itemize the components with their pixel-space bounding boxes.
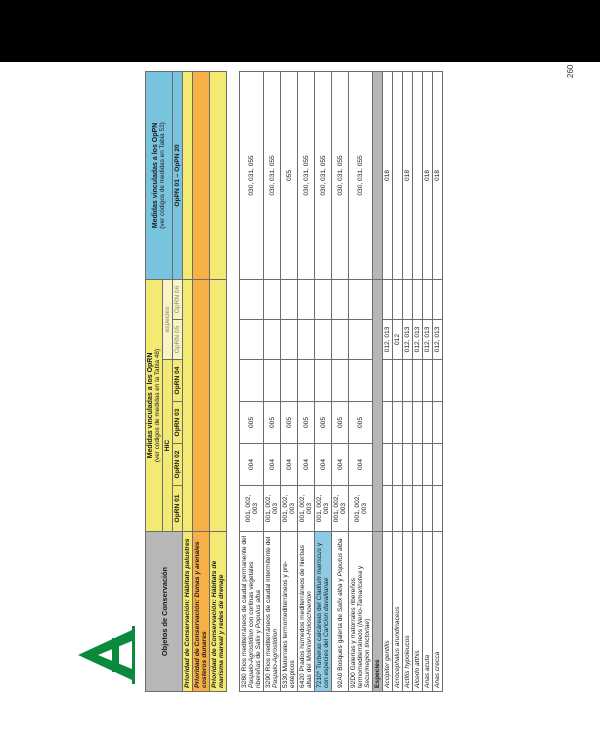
oppn-cell (393, 71, 403, 279)
oprn-01-cell: 001, 002, 003 (315, 486, 332, 532)
oprn-05-cell (281, 320, 298, 360)
oprn-05-cell (349, 320, 373, 360)
oprn-06-cell (281, 279, 298, 319)
oppn-cell: 018 (383, 71, 393, 279)
oprn-05-cell: 012, 013 (433, 320, 443, 360)
oprn-02-cell: 004 (240, 444, 264, 486)
junta-andalucia-logo-icon (74, 624, 136, 686)
oprn-05-cell: 012 (393, 320, 403, 360)
oprn-04-cell (264, 360, 281, 402)
oprn-03-cell: 005 (315, 402, 332, 444)
oprn-05-cell: 012, 013 (383, 320, 393, 360)
oprn-04-cell (240, 360, 264, 402)
habitat-name: 3280 Ríos mediterráneos de caudal permanente del Paspalo-Agrostidion con cortinas vegetales ribereñas de Salix y Populus alba (240, 532, 264, 692)
oprn-03-cell: 005 (349, 402, 373, 444)
header-oprn-04: OpRN 04 (173, 360, 183, 402)
species-row (433, 71, 443, 691)
habitat-row (349, 71, 373, 691)
species-row (413, 71, 423, 691)
oprn-03-cell: 005 (281, 402, 298, 444)
oprn-02-cell: 004 (264, 444, 281, 486)
header-oprn-05: OpRN 05 (173, 320, 183, 360)
habitat-name: 6420 Prados húmedos mediterráneos de hierbas altas del Molinion-Holoschoenion (298, 532, 315, 692)
oprn-01-cell: 001, 002, 003 (240, 486, 264, 532)
oprn-06-cell (315, 279, 332, 319)
header-oprn-01: OpRN 01 (173, 486, 183, 532)
oprn-06-cell (240, 279, 264, 319)
oprn-06-cell (332, 279, 349, 319)
oppn-cell: 030, 031, 055 (349, 71, 373, 279)
oprn-04-cell (298, 360, 315, 402)
oprn-05-cell: 012, 013 (413, 320, 423, 360)
oprn-04-cell (332, 360, 349, 402)
header-hic: HIC (163, 360, 173, 532)
habitat-name: 7210* Turberas calcáreas del Cladium mariscus y con especies del Caricion davallianae (315, 532, 332, 692)
oppn-cell: 018 (433, 71, 443, 279)
header-oprn-02: OpRN 02 (173, 444, 183, 486)
oprn-05-cell: 012, 013 (423, 320, 433, 360)
oppn-cell: 030, 031, 055 (264, 71, 281, 279)
oprn-01-cell: 001, 002, 003 (349, 486, 373, 532)
header-objetos: Objetos de Conservación (146, 532, 183, 692)
habitat-row (332, 71, 349, 691)
oprn-02-cell: 004 (298, 444, 315, 486)
priority-row (193, 71, 210, 691)
species-row (393, 71, 403, 691)
oppn-cell: 018 (403, 71, 413, 279)
oppn-cell: 030, 031, 055 (298, 71, 315, 279)
oprn-03-cell: 005 (298, 402, 315, 444)
species-name: Acrocephalus arundinaceus (393, 532, 403, 692)
oprn-01-cell: 001, 002, 003 (281, 486, 298, 532)
header-oppn: Medidas vinculadas a los OpPN (ver códigos de medidas en Tabla 53) (146, 71, 173, 279)
priority-cell: Prioridad de Conservación: Dunas y arenales costeros dunares (193, 532, 210, 692)
species-row (423, 71, 433, 691)
header-oppn-range: OpPN 01 – OpPN 20 (173, 71, 183, 279)
header-oprn-03: OpRN 03 (173, 402, 183, 444)
oprn-05-cell (298, 320, 315, 360)
oprn-06-cell (349, 279, 373, 319)
oprn-02-cell: 004 (349, 444, 373, 486)
oprn-04-cell (349, 360, 373, 402)
habitat-row (281, 71, 298, 691)
oprn-03-cell: 005 (240, 402, 264, 444)
habitat-row (315, 71, 332, 691)
species-name: Anas crecca (433, 532, 443, 692)
oprn-05-cell (315, 320, 332, 360)
oppn-cell: 055 (281, 71, 298, 279)
oprn-03-cell: 005 (332, 402, 349, 444)
habitat-row (298, 71, 315, 691)
oprn-05-cell (332, 320, 349, 360)
oprn-05-cell (264, 320, 281, 360)
rotated-table-container (145, 72, 465, 692)
priority-cell: Prioridad de Conservación: Hábitats de marisma mareal y redes de drenaje (210, 532, 227, 692)
species-row (383, 71, 393, 691)
oprn-01-cell: 001, 002, 003 (264, 486, 281, 532)
oprn-01-cell: 001, 002, 003 (332, 486, 349, 532)
oprn-04-cell (315, 360, 332, 402)
oprn-02-cell: 004 (332, 444, 349, 486)
habitat-name: 5330 Matorrales termomediterráneos y pre-estépicos (281, 532, 298, 692)
species-row (403, 71, 413, 691)
species-name: Anas acuta (423, 532, 433, 692)
top-black-bar (0, 0, 600, 62)
species-name: Actitis hypoleucos (403, 532, 413, 692)
especies-label: Especies (373, 532, 383, 692)
habitat-name: 3290 Ríos mediterráneos de caudal intermitente del Paspalo-Agrostidion (264, 532, 281, 692)
conservation-measures-table (145, 71, 443, 692)
oprn-02-cell: 004 (281, 444, 298, 486)
header-oprn-06: OpRN 06 (173, 279, 183, 319)
oppn-cell: 030, 031, 055 (315, 71, 332, 279)
oppn-cell: 030, 031, 055 (240, 71, 264, 279)
oppn-cell (413, 71, 423, 279)
oprn-01-cell: 001, 002, 003 (298, 486, 315, 532)
oprn-06-cell (264, 279, 281, 319)
header-especies: especies (163, 279, 173, 359)
priority-row (183, 71, 193, 691)
oprn-05-cell (240, 320, 264, 360)
oprn-03-cell: 005 (264, 402, 281, 444)
species-name: Alcedo atthis (413, 532, 423, 692)
priority-cell: Prioridad de Conservación: Hábitats palustres (183, 532, 193, 692)
oprn-05-cell: 012, 013 (403, 320, 413, 360)
habitat-row (240, 71, 264, 691)
header-oprn: Medidas vinculadas a los OpRN (ver códigos de medidas en la Tabla 48) (146, 279, 163, 531)
habitat-name: 92A0 Bosques galería de Salix alba y Populus alba (332, 532, 349, 692)
oprn-06-cell (298, 279, 315, 319)
habitat-row (264, 71, 281, 691)
oprn-04-cell (281, 360, 298, 402)
oppn-cell: 030, 031, 055 (332, 71, 349, 279)
species-name: Accipiter gentilis (383, 532, 393, 692)
page-number: 260 (566, 64, 575, 78)
habitat-name: 92D0 Galerías y matorrales ribereños termomediterráneos (Nerio-Tamaricetea y Securinegion tinctoriae) (349, 532, 373, 692)
oppn-cell: 018 (423, 71, 433, 279)
oprn-02-cell: 004 (315, 444, 332, 486)
priority-row (210, 71, 227, 691)
